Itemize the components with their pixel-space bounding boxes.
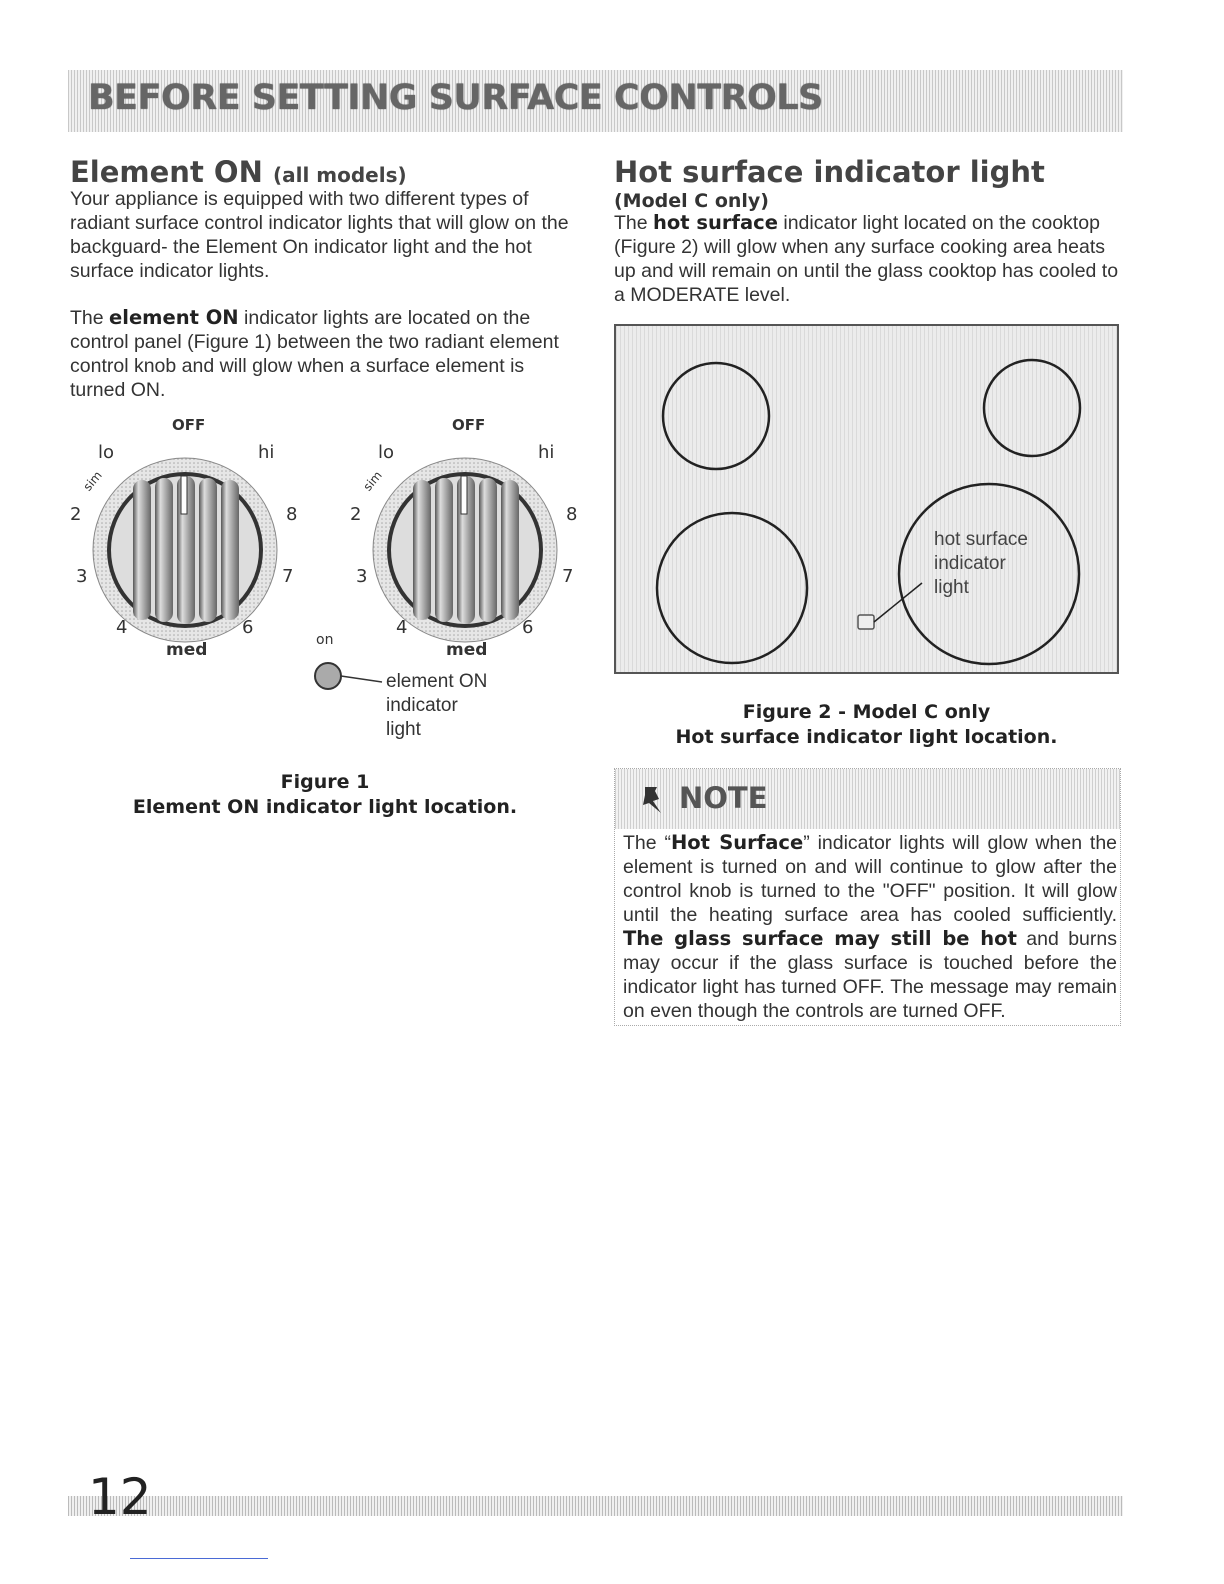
burner-rear-right (984, 360, 1080, 456)
note-title: NOTE (679, 781, 768, 815)
knob1-8-label: 8 (286, 504, 298, 525)
knob2-6-label: 6 (522, 617, 534, 638)
note-box (614, 768, 1121, 1026)
on-label: on (316, 632, 334, 648)
knob2-8-label: 8 (566, 504, 578, 525)
knob2-lo-label: lo (378, 442, 395, 463)
cooktop-indicator-label: hot surface indicator light (934, 529, 1028, 598)
page-title: BEFORE SETTING SURFACE CONTROLS (88, 78, 823, 118)
footer-rule (130, 1558, 268, 1559)
knob1-lo-label: lo (98, 442, 115, 463)
element-on-indicator-light (315, 663, 382, 689)
burner-front-left (657, 513, 807, 663)
hot-surface-indicator-light (858, 615, 874, 629)
model-c-subheading: (Model C only) (614, 190, 769, 212)
knob1-4-label: 4 (116, 617, 128, 638)
cooktop-illustration (616, 326, 1117, 672)
element-on-location-text: The element ON indicator lights are located on the control panel (Figure 1) between the two radiant element control knob and will glow when a surface element is turned ON. (70, 306, 559, 401)
knob2-2-label: 2 (350, 504, 362, 525)
knob2-off-label: OFF (452, 416, 486, 434)
knob2-3-label: 3 (356, 566, 368, 587)
figure-1-knobs (60, 410, 600, 750)
figure-2-caption: Figure 2 - Model C only Hot surface indicator light location. (675, 701, 1058, 748)
page-number: 12 (88, 1468, 152, 1526)
header-banner (68, 70, 1123, 132)
note-header (615, 769, 1120, 829)
knob1-3-label: 3 (76, 566, 88, 587)
footer-bar (68, 1496, 1123, 1516)
element-on-heading: Element ON (all models) (70, 155, 407, 189)
knob2-hi-label: hi (538, 442, 555, 463)
figure-1-caption: Figure 1 Element ON indicator light location. (132, 771, 518, 818)
pushpin-icon (639, 783, 669, 817)
knobs-illustration (60, 410, 600, 750)
element-on-indicator-label: element ON indicator light (386, 671, 488, 740)
burner-rear-left (663, 363, 769, 469)
knob2-4-label: 4 (396, 617, 408, 638)
element-on-intro: Your appliance is equipped with two different types of radiant surface control indicator lights that will glow on the backguard- the Element On indicator light and the hot surface indicator lights. (70, 188, 569, 282)
knob2-med-label: med (446, 640, 488, 660)
hot-surface-text: The hot surface indicator light located on the cooktop (Figure 2) will glow when any surface cooking area heats up and will remain on until the glass cooktop has cooled to a MODERATE level. (614, 211, 1119, 306)
knob1-med-label: med (166, 640, 208, 660)
knob1-off-label: OFF (172, 416, 206, 434)
knob1-7-label: 7 (282, 566, 294, 587)
hot-surface-heading: Hot surface indicator light (614, 155, 1045, 189)
knob1-6-label: 6 (242, 617, 254, 638)
knob2-sim-label: sim (360, 468, 385, 494)
knob1-2-label: 2 (70, 504, 82, 525)
left-knob (93, 458, 277, 642)
figure-2-cooktop (614, 324, 1119, 674)
note-text: The “Hot Surface” indicator lights will glow when the element is turned on and will continue to glow after the control knob is turned to the "OFF" position. It will glow until the heating surface area has cooled sufficiently. The glass surface may still be hot and burns may occur if the glass surface is touched before the indicator light has turned OFF. The message may remain on even though the controls are turned OFF. (623, 831, 1118, 1022)
knob2-7-label: 7 (562, 566, 574, 587)
knob1-hi-label: hi (258, 442, 275, 463)
right-knob (373, 458, 557, 642)
knob1-sim-label: sim (80, 468, 105, 494)
